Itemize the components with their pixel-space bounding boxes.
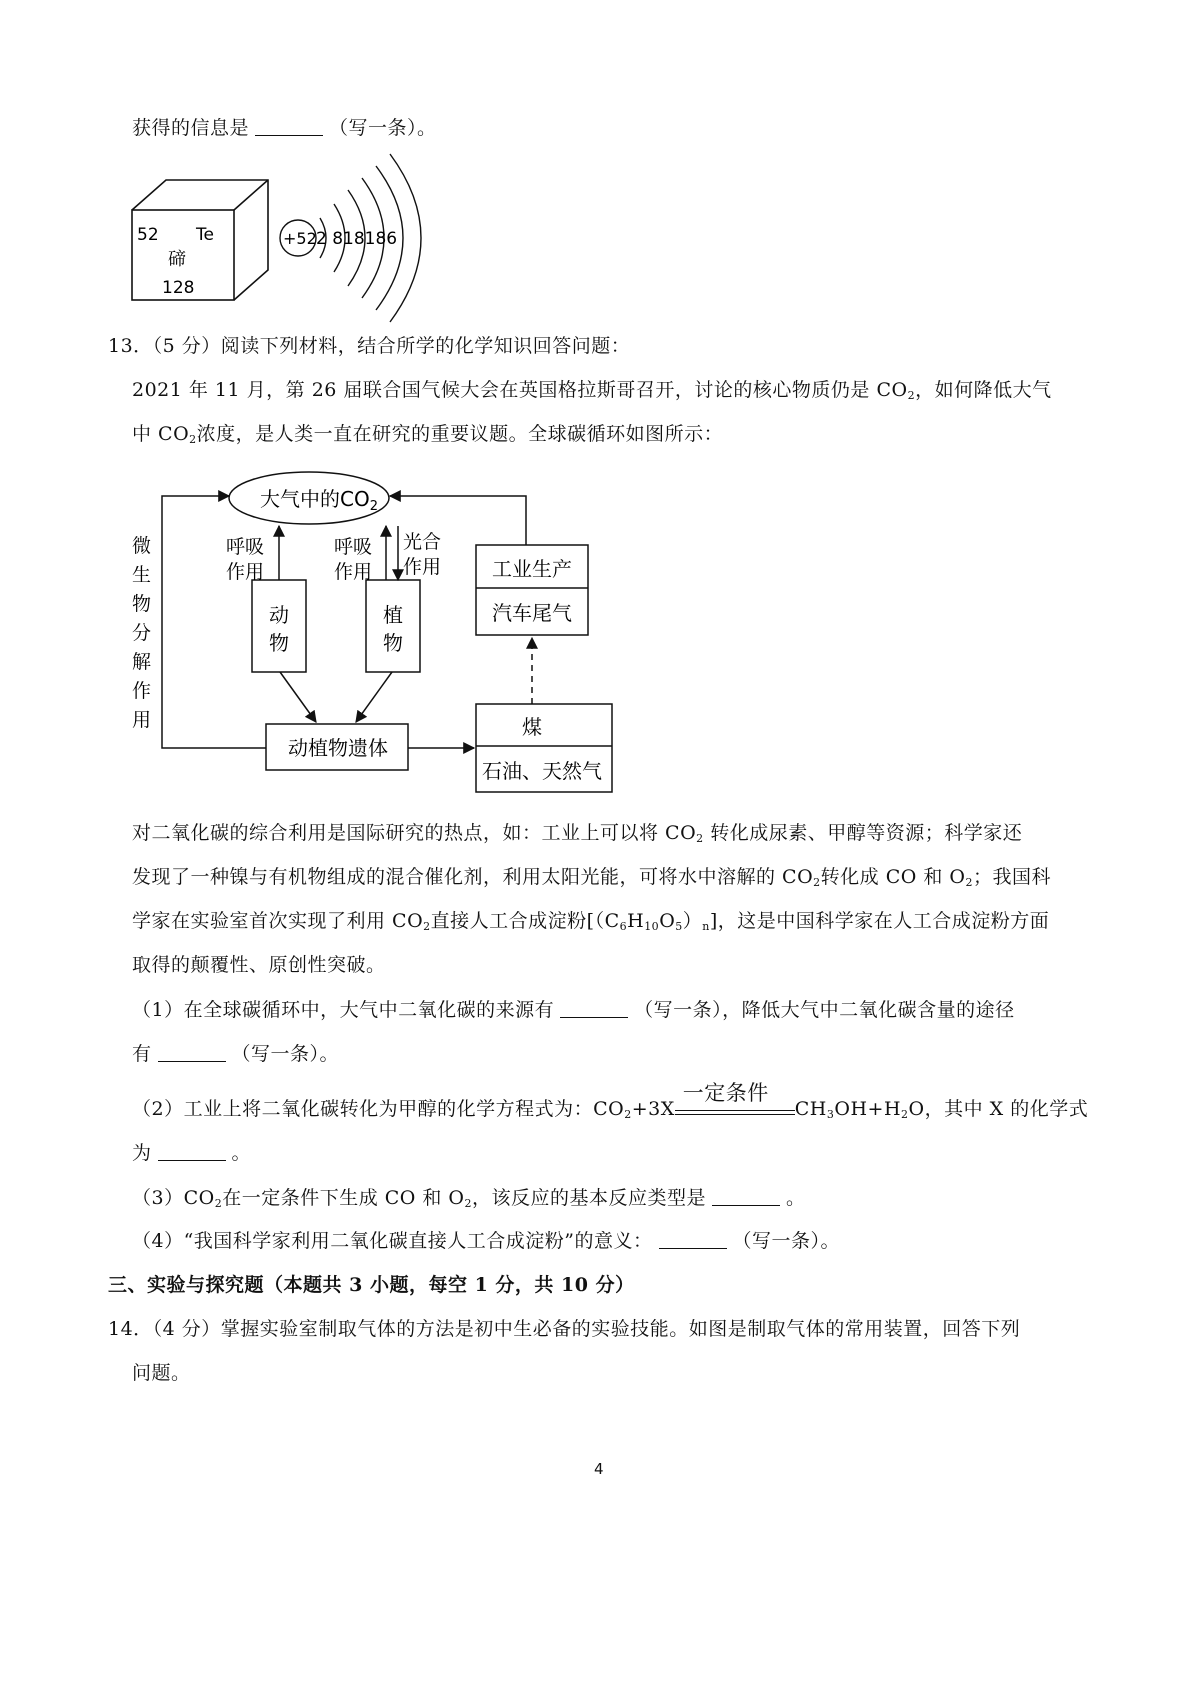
svg-text:呼吸: 呼吸: [334, 536, 373, 558]
svg-text:作: 作: [132, 680, 152, 702]
q13-sub2-line2: 为 。: [132, 1142, 252, 1164]
coal-label: 煤: [522, 715, 542, 739]
tellurium-figure: [120, 140, 440, 330]
q13-sub1-line2: 有 （写一条）。: [132, 1043, 340, 1065]
reaction-condition: 一定条件: [675, 1096, 795, 1122]
q13-para2-line2: 发现了一种镍与有机物组成的混合催化剂，利用太阳光能，可将水中溶解的 $CO_2$转化成 CO 和 $O_2$；我国科: [132, 866, 1051, 889]
svg-text:分: 分: [132, 622, 152, 644]
nucleus-charge: +52: [283, 229, 317, 248]
svg-text:用: 用: [132, 709, 152, 731]
answer-blank[interactable]: [255, 117, 323, 136]
atomic-number: 52: [137, 225, 159, 245]
svg-text:微: 微: [132, 535, 152, 557]
animal-respiration-label: [226, 536, 264, 583]
svg-text:解: 解: [132, 651, 152, 673]
carbon-cycle-diagram: [120, 460, 640, 800]
q13-para2-line1: 对二氧化碳的综合利用是国际研究的热点，如：工业上可以将 $CO_2$ 转化成尿素、甲醇等资源；科学家还: [132, 822, 1023, 845]
answer-blank[interactable]: [560, 999, 628, 1018]
svg-text:生: 生: [132, 564, 152, 586]
oil-label: 石油、天然气: [482, 759, 602, 783]
section-3-heading: 三、实验与探究题（本题共 3 小题，每空 1 分，共 10 分）: [108, 1274, 635, 1296]
q13-sub3: $(3)CO_2$在一定条件下生成 CO 和 $O_2$，该反应的基本反应类型是 。: [132, 1187, 806, 1210]
plant-remains-arrow: [356, 672, 392, 722]
q14-line2: 问题。: [132, 1362, 191, 1384]
element-name: 碲: [168, 249, 186, 270]
microbe-arrow: [162, 496, 266, 748]
svg-text:光合: 光合: [403, 531, 442, 553]
svg-text:物: 物: [269, 631, 289, 655]
svg-text:作用: 作用: [403, 556, 442, 578]
svg-text:作用: 作用: [226, 561, 265, 583]
element-symbol: Te: [196, 225, 214, 245]
q13-para2-line4: 取得的颠覆性、原创性突破。: [132, 954, 386, 976]
svg-text:作用: 作用: [334, 561, 373, 583]
page-number: 4: [594, 1460, 605, 1478]
svg-text:植: 植: [383, 603, 403, 627]
q12-answer-line: 获得的信息是 （写一条）。: [132, 117, 437, 139]
svg-text:物: 物: [132, 593, 152, 615]
svg-text:呼吸: 呼吸: [226, 536, 265, 558]
animal-label: [269, 603, 289, 655]
svg-text:物: 物: [383, 631, 403, 655]
answer-blank[interactable]: [158, 1142, 226, 1161]
microbe-label: [132, 535, 151, 731]
plant-respiration-label: [334, 536, 372, 583]
animal-remains-arrow: [280, 672, 316, 722]
q13-sub4: （4）“我国科学家利用二氧化碳直接人工合成淀粉”的意义： （写一条）。: [132, 1230, 841, 1252]
photosynthesis-label: [403, 531, 441, 578]
q13-sub2-line1: （2）工业上将二氧化碳转化为甲醇的化学方程式为：$CO_2+3X$ 一定条件 $CH_3OH+H_2O$，其中 X 的化学式: [132, 1081, 1089, 1121]
atmosphere-label: 大气中的$CO_2$: [260, 487, 378, 514]
atomic-mass: 128: [162, 278, 195, 298]
answer-blank[interactable]: [659, 1230, 727, 1249]
q13-para1-line2: 中 $CO_2$浓度，是人类一直在研究的重要议题。全球碳循环如图所示：: [132, 423, 724, 446]
industry-label: 工业生产: [492, 557, 572, 581]
q13-sub1-line1: （1）在全球碳循环中，大气中二氧化碳的来源有 （写一条），降低大气中二氧化碳含量的途径: [132, 999, 1015, 1021]
shell-electrons: 2 818186: [316, 229, 398, 249]
plant-label: [383, 603, 403, 655]
q14-line1: 14．（4 分）掌握实验室制取气体的方法是初中生必备的实验技能。如图是制取气体的常用装置，回答下列: [108, 1318, 1021, 1340]
q13-head: 13．（5 分）阅读下列材料，结合所学的化学知识回答问题：: [108, 335, 631, 357]
q13-para2-line3: 学家在实验室首次实现了利用 $CO_2$直接人工合成淀粉$[(C_6H_{10}O_5)_n]$，这是中国科学家在人工合成淀粉方面: [132, 910, 1050, 933]
exhaust-label: 汽车尾气: [492, 601, 572, 625]
remains-label: 动植物遗体: [288, 736, 388, 760]
svg-text:动: 动: [269, 603, 289, 627]
q13-para1-line1: 2021 年 11 月，第 26 届联合国气候大会在英国格拉斯哥召开，讨论的核心物质仍是 $CO_2$，如何降低大气: [132, 379, 1052, 402]
answer-blank[interactable]: [712, 1187, 780, 1206]
answer-blank[interactable]: [158, 1043, 226, 1062]
